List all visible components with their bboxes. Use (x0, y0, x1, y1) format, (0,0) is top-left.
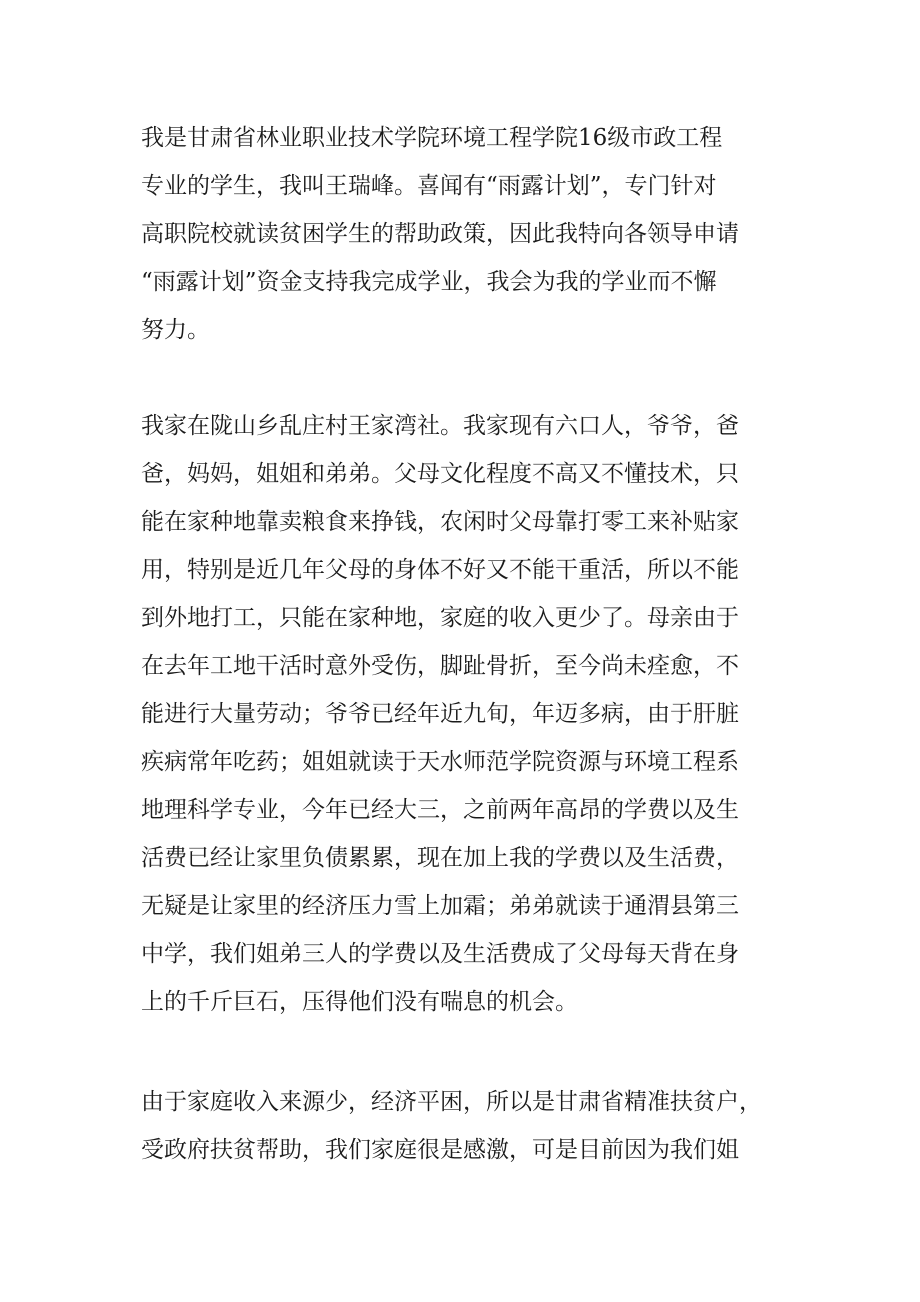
text-line: 中学，我们姐弟三人的学费以及生活费成了父母每天背在身 (141, 941, 739, 967)
text-line: 到外地打工，只能在家种地，家庭的收入更少了。母亲由于 (141, 605, 739, 631)
text-line: 能在家种地靠卖粮食来挣钱，农闲时父母靠打零工来补贴家 (141, 509, 739, 535)
text-line: 努力。 (141, 317, 210, 343)
text-line: 我是甘肃省林业职业技术学院环境工程学院16级市政工程 (141, 125, 723, 151)
text-line: 上的千斤巨石，压得他们没有喘息的机会。 (141, 989, 578, 1015)
text-line: 受政府扶贫帮助，我们家庭很是感激，可是目前因为我们姐 (141, 1137, 739, 1163)
text-line: 无疑是让家里的经济压力雪上加霜；弟弟就读于通渭县第三 (141, 893, 739, 919)
text-line: 爸，妈妈，姐姐和弟弟。父母文化程度不高又不懂技术，只 (141, 461, 739, 487)
text-line: 在去年工地干活时意外受伤，脚趾骨折，至今尚未痊愈，不 (141, 653, 739, 679)
paragraph-introduction (141, 114, 781, 354)
text-line: 专业的学生，我叫王瑞峰。喜闻有“雨露计划”，专门针对 (141, 173, 717, 199)
paragraph-poverty-status (141, 1078, 781, 1174)
text-line: 由于家庭收入来源少，经济平困，所以是甘肃省精准扶贫户， (141, 1089, 762, 1115)
text-line: 我家在陇山乡乱庄村王家湾社。我家现有六口人，爷爷，爸 (141, 413, 739, 439)
text-line: 高职院校就读贫困学生的帮助政策，因此我特向各领导申请 (141, 221, 739, 247)
paragraph-family-situation (141, 402, 781, 1026)
text-line: “雨露计划”资金支持我完成学业，我会为我的学业而不懈 (141, 269, 717, 295)
text-line: 用，特别是近几年父母的身体不好又不能干重活，所以不能 (141, 557, 739, 583)
text-line: 地理科学专业，今年已经大三，之前两年高昂的学费以及生 (141, 797, 739, 823)
text-line: 疾病常年吃药；姐姐就读于天水师范学院资源与环境工程系 (141, 749, 739, 775)
text-line: 能进行大量劳动；爷爷已经年近九旬，年迈多病，由于肝脏 (141, 701, 739, 727)
text-line: 活费已经让家里负债累累，现在加上我的学费以及生活费， (141, 845, 739, 871)
